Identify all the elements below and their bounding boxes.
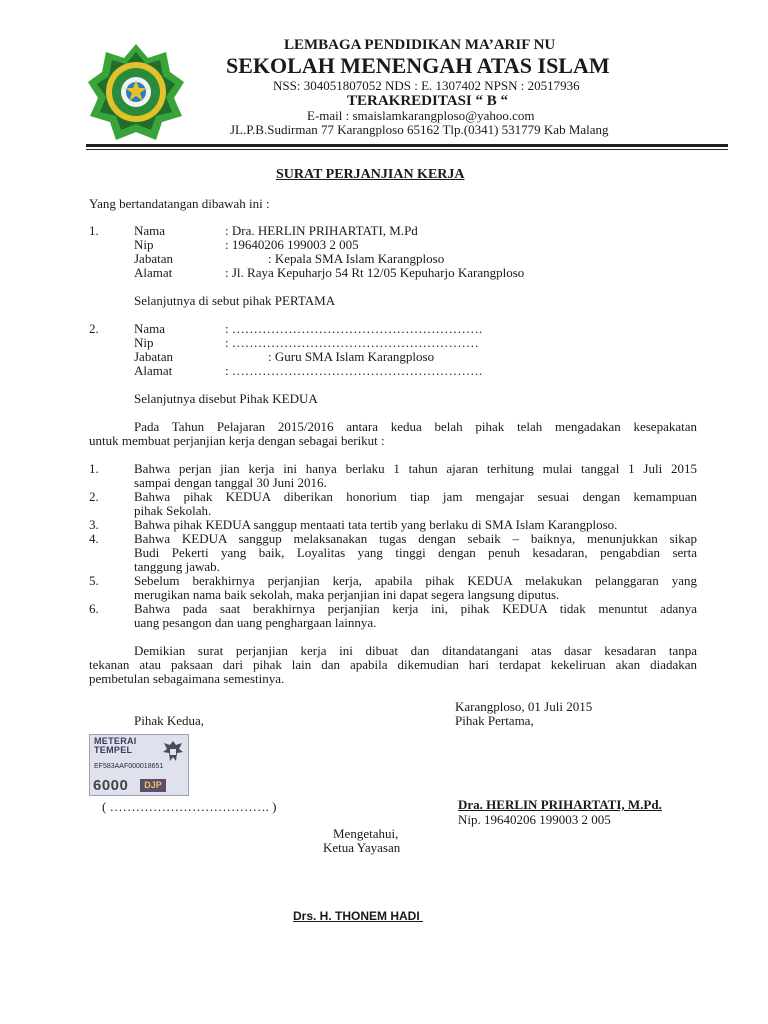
party2-value-nama: : …………………………………………………. xyxy=(225,321,483,336)
closing-line3: pembetulan sebagaimana semestinya. xyxy=(89,671,285,686)
witness-label-1: Mengetahui, xyxy=(333,826,399,841)
party2-label-nama: Nama xyxy=(134,321,166,336)
term-text: Bahwa pihak KEDUA sanggup mentaati tata tertib yang berlaku di SMA Islam Karangploso. xyxy=(134,517,618,532)
right-signer-name: Dra. HERLIN PRIHARTATI, M.Pd. xyxy=(458,797,662,812)
term-number: 3. xyxy=(89,517,99,532)
party1-value-jabatan: : Kepala SMA Islam Karangploso xyxy=(268,251,445,266)
right-signer-label: Pihak Pertama, xyxy=(455,713,534,728)
term-text: Sebelum berakhirnya perjanjian kerja, apabila pihak KEDUA melakukan pelanggaran yang xyxy=(134,573,697,588)
right-signer-nip: Nip. 19640206 199003 2 005 xyxy=(458,812,611,827)
stamp-mark: DJP xyxy=(140,779,166,792)
term-text: Bahwa KEDUA sanggup melaksanakan tugas dengan sebaik – baiknya, menunjukkan sikap xyxy=(134,531,697,546)
term-text: Budi Pekerti yang baik, Loyalitas yang tinggi dengan penuh kesadaran, pengabdian serta xyxy=(134,545,697,560)
agreement-para-line2: untuk membuat perjanjian kerja dengan sebagai berikut : xyxy=(89,433,385,448)
party1-number: 1. xyxy=(89,223,99,238)
stamp-value: 6000 xyxy=(93,777,129,794)
witness-name: Drs. H. THONEM HADI xyxy=(293,909,424,923)
term-number: 4. xyxy=(89,531,99,546)
party2-value-nip: : ………………………………………………… xyxy=(225,335,479,350)
school-logo xyxy=(86,42,186,142)
school-address: JL.P.B.Sudirman 77 Karangploso 65162 Tlp.(0341) 531779 Kab Malang xyxy=(230,122,609,137)
party1-label-alamat: Alamat xyxy=(134,265,173,280)
party2-value-jabatan: : Guru SMA Islam Karangploso xyxy=(268,349,435,364)
revenue-stamp xyxy=(89,734,189,796)
institution-name: LEMBAGA PENDIDIKAN MA’ARIF NU xyxy=(284,37,556,53)
term-text: pihak Sekolah. xyxy=(134,503,212,518)
closing-line2: tekanan atau paksaan dari pihak lain dan apabila dikemudian hari terdapat kekeliruan akan diadakan xyxy=(89,657,697,672)
left-signer-blank: ( ………………………………. ) xyxy=(102,799,277,814)
garuda-emblem-icon xyxy=(162,739,184,763)
school-email: E-mail : smaislamkarangploso@yahoo.com xyxy=(307,108,535,123)
header-rule-thin xyxy=(86,149,728,150)
agreement-para-line1: Pada Tahun Pelajaran 2015/2016 antara kedua belah pihak telah mengadakan kesepakatan xyxy=(134,419,697,434)
party2-label-nip: Nip xyxy=(134,335,154,350)
party1-note: Selanjutnya di sebut pihak PERTAMA xyxy=(134,293,336,308)
left-signer-label: Pihak Kedua, xyxy=(134,713,205,728)
letter-title: SURAT PERJANJIAN KERJA xyxy=(276,167,465,182)
party2-note: Selanjutnya disebut Pihak KEDUA xyxy=(134,391,318,406)
term-number: 5. xyxy=(89,573,99,588)
term-text: sampai dengan tanggal 30 Juni 2016. xyxy=(134,475,327,490)
party2-value-alamat: : …………………………………………………. xyxy=(225,363,483,378)
closing-line1: Demikian surat perjanjian kerja ini dibuat dan ditandatangani atas dasar kesadaran tanpa xyxy=(134,643,697,658)
school-ids: NSS: 304051807052 NDS : E. 1307402 NPSN : 20517936 xyxy=(273,78,580,93)
stamp-title: METERAI TEMPEL xyxy=(94,736,137,755)
party1-value-alamat: : Jl. Raya Kepuharjo 54 Rt 12/05 Kepuharjo Karangploso xyxy=(225,265,525,280)
party2-label-jabatan: Jabatan xyxy=(134,349,173,364)
party2-number: 2. xyxy=(89,321,99,336)
term-number: 2. xyxy=(89,489,99,504)
place-date: Karangploso, 01 Juli 2015 xyxy=(455,699,593,714)
party2-label-alamat: Alamat xyxy=(134,363,173,378)
party1-value-nip: : 19640206 199003 2 005 xyxy=(225,237,359,252)
school-name: SEKOLAH MENENGAH ATAS ISLAM xyxy=(226,53,610,78)
term-text: Bahwa pada saat berakhirnya perjanjian kerja ini, pihak KEDUA tidak menuntut adanya xyxy=(134,601,697,616)
party1-label-nama: Nama xyxy=(134,223,166,238)
term-text: Bahwa pihak KEDUA diberikan honorium tiap jam mengajar sesuai dengan kemampuan xyxy=(134,489,697,504)
term-text: merugikan nama baik sekolah, maka perjanjian ini dapat segera langsung diputus. xyxy=(134,587,560,602)
accreditation: TERAKREDITASI “ B “ xyxy=(347,93,509,109)
party1-label-nip: Nip xyxy=(134,237,154,252)
term-number: 1. xyxy=(89,461,99,476)
term-number: 6. xyxy=(89,601,99,616)
stamp-code: EF583AAF000018651 xyxy=(94,763,164,770)
term-text: uang pesangon dan uang penghargaan lainnya. xyxy=(134,615,377,630)
intro-text: Yang bertandatangan dibawah ini : xyxy=(89,196,270,211)
term-text: Bahwa perjan jian kerja ini hanya berlaku 1 tahun ajaran terhitung mulai tanggal 1 Juli 2015 xyxy=(134,461,697,476)
witness-label-2: Ketua Yayasan xyxy=(323,840,401,855)
party1-value-nama: : Dra. HERLIN PRIHARTATI, M.Pd xyxy=(225,223,418,238)
header-rule-thick xyxy=(86,144,728,147)
term-text: tanggung jawab. xyxy=(134,559,220,574)
party1-label-jabatan: Jabatan xyxy=(134,251,173,266)
